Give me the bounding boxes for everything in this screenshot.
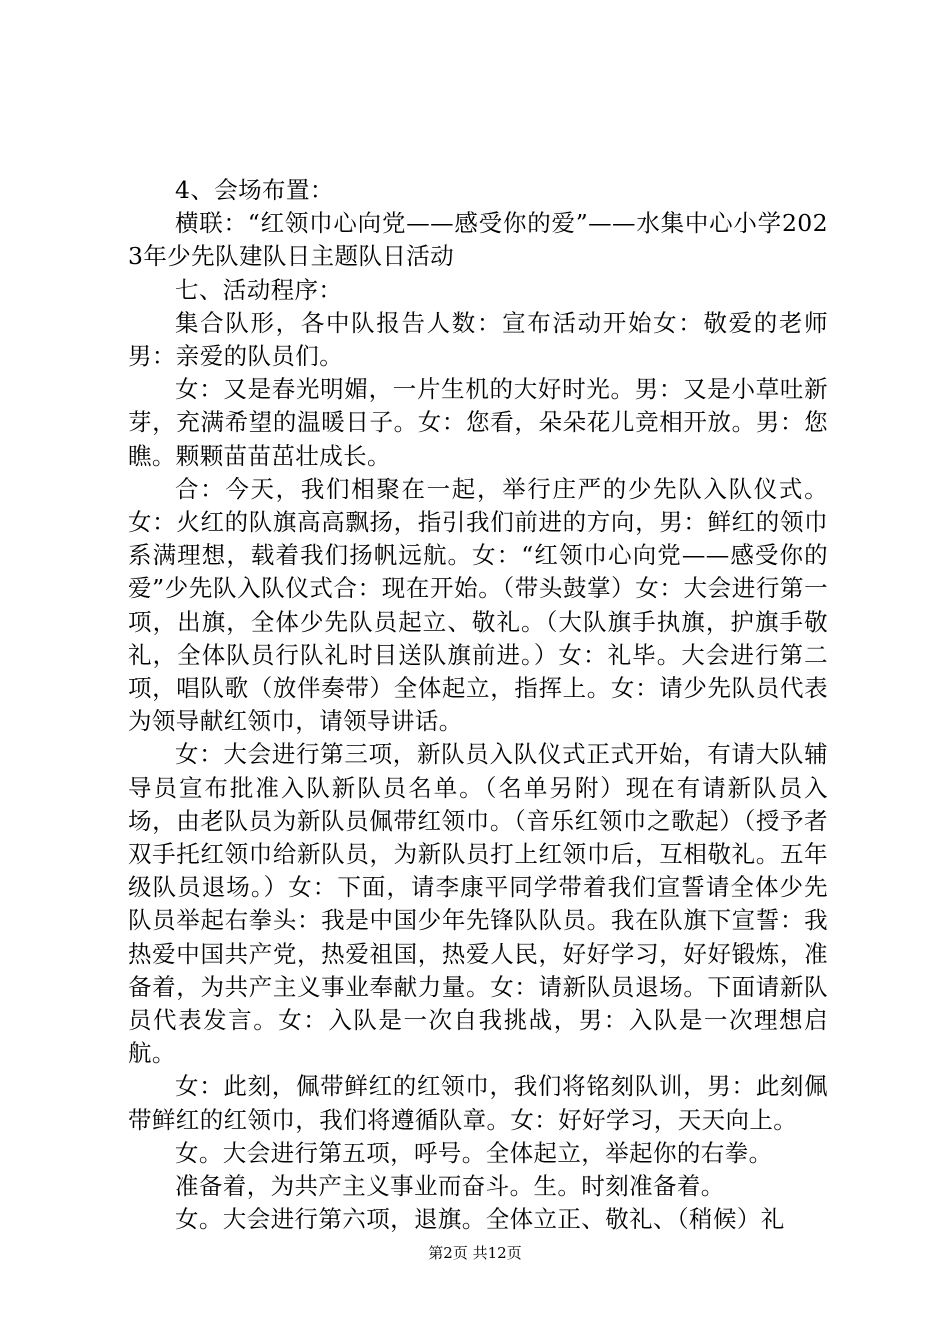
document-body (128, 174, 828, 1237)
paragraph: 合：今天，我们相聚在一起，举行庄严的少先队入队仪式。女：火红的队旗高高飘扬，指引我们前进的方向，男：鲜红的领巾系满理想，载着我们扬帆远航。女：“红领巾心向党——感受你的爱”少先队入队仪式合：现在开始。（带头鼓掌）女：大会进行第一项，出旗，全体少先队员起立、敬礼。（大队旗手执旗，护旗手敬礼，全体队员行队礼时目送队旗前进。）女：礼毕。大会进行第二项，唱队歌（放伴奏带）全体起立，指挥上。女：请少先队员代表为领导献红领巾，请领导讲话。 (128, 474, 828, 736)
page-number-footer: 第2页 共12页 (428, 1244, 522, 1262)
paragraph: 准备着，为共产主义事业而奋斗。生。时刻准备着。 (175, 1172, 725, 1201)
paragraph-program-heading: 七、活动程序： (175, 275, 343, 304)
paragraph-banner: 横联：“红领巾心向党——感受你的爱”——水集中心小学2023年少先队建队日主题队日活动 (128, 209, 828, 271)
paragraph: 女。大会进行第五项，呼号。全体起立，举起你的右拳。 (175, 1138, 773, 1167)
paragraph: 女：又是春光明媚，一片生机的大好时光。男：又是小草吐新芽，充满希望的温暖日子。女：您看，朵朵花儿竞相开放。男：您瞧。颗颗苗苗茁壮成长。 (128, 375, 828, 470)
paragraph: 女：大会进行第三项，新队员入队仪式正式开始，有请大队辅导员宣布批准入队新队员名单。（名单另附）现在有请新队员入场，由老队员为新队员佩带红领巾。（音乐红领巾之歌起）（授予者双手托红领巾给新队员，为新队员打上红领巾后，互相敬礼。五年级队员退场。）女：下面，请李康平同学带着我们宣誓请全体少先队员举起右拳头：我是中国少年先锋队队员。我在队旗下宣誓：我热爱中国共产党，热爱祖国，热爱人民，好好学习，好好锻炼，准备着，为共产主义事业奉献力量。女：请新队员退场。下面请新队员代表发言。女：入队是一次自我挑战，男：入队是一次理想启航。 (128, 740, 828, 1068)
paragraph: 女：此刻，佩带鲜红的红领巾，我们将铭刻队训，男：此刻佩带鲜红的红领巾，我们将遵循队章。女：好好学习，天天向上。 (128, 1072, 828, 1134)
paragraph-venue-setup: 4、会场布置： (175, 176, 334, 204)
paragraph: 女。大会进行第六项，退旗。全体立正、敬礼、（稍候）礼 (175, 1205, 785, 1234)
paragraph: 集合队形，各中队报告人数：宣布活动开始女：敬爱的老师男：亲爱的队员们。 (128, 308, 828, 371)
